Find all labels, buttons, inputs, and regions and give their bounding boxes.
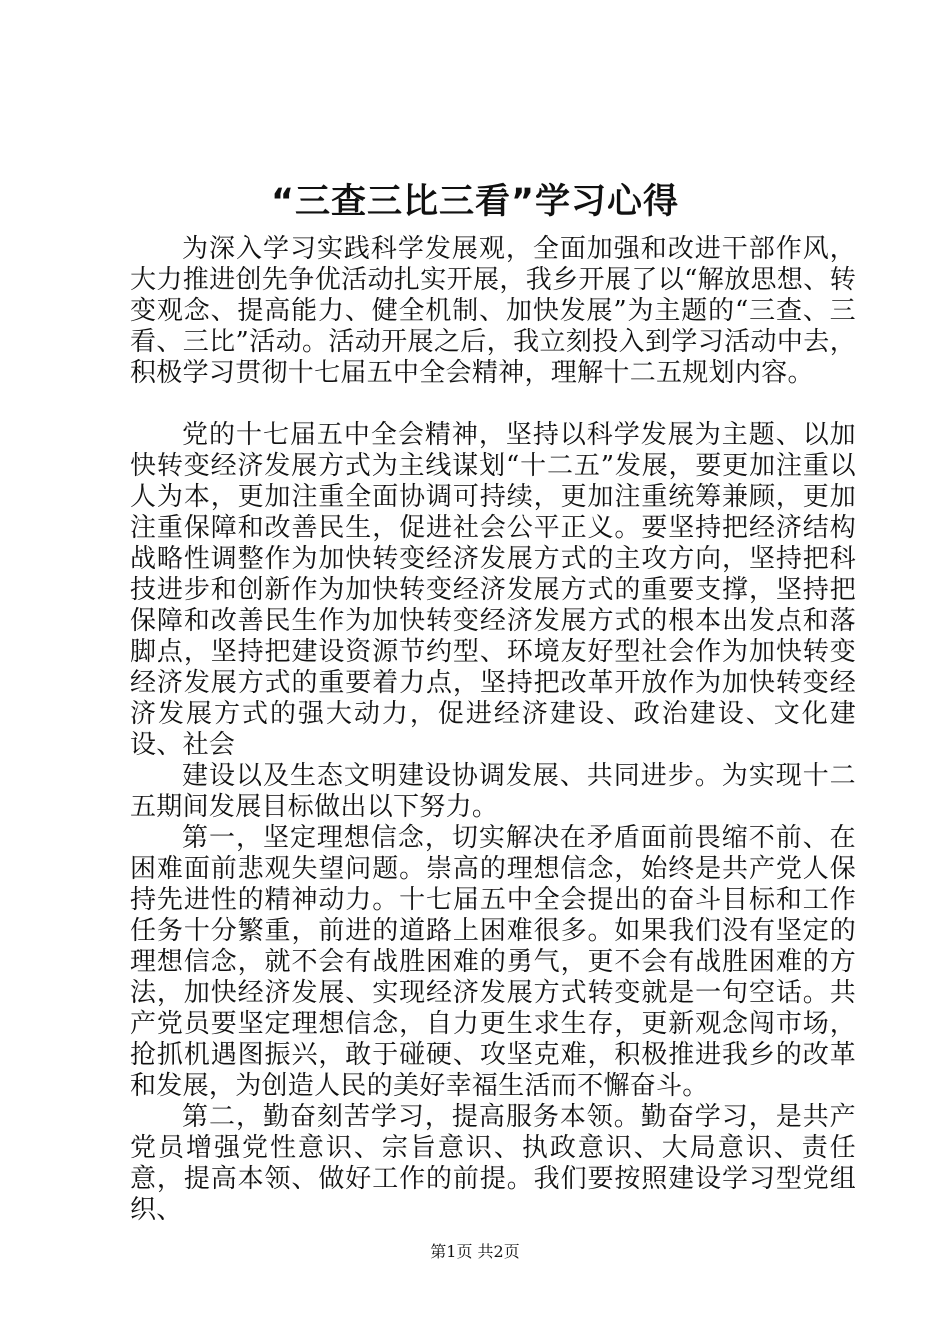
paragraph-plenum-spirit: 党的十七届五中全会精神，坚持以科学发展为主题、以加快转变经济发展方式为主线谋划“十二五”发展，要更加注重以人为本，更加注重全面协调可持续，更加注重统筹兼顾，更加注重保障和改善民生，促进社会公平正义。要坚持把经济结构战略性调整作为加快转变经济发展方式的主攻方向，坚持把科技进步和创新作为加快转变经济发展方式的重要支撑，坚持把保障和改善民生作为加快转变经济发展方式的根本出发点和落脚点，坚持把建设资源节约型、环境友好型社会作为加快转变经济发展方式的重要着力点，坚持把改革开放作为加快转变经济发展方式的强大动力，促进经济建设、政治建设、文化建设、社会 — [130, 420, 856, 760]
paragraph-intro: 为深入学习实践科学发展观，全面加强和改进干部作风，大力推进创先争优活动扎实开展，我乡开展了以“解放思想、转变观念、提高能力、健全机制、加快发展”为主题的“三查、三看、三比”活动。活动开展之后，我立刻投入到学习活动中去，积极学习贯彻十七届五中全会精神，理解十二五规划内容。 — [130, 234, 856, 388]
paragraph-plenum-continued: 建设以及生态文明建设协调发展、共同进步。为实现十二五期间发展目标做出以下努力。 — [130, 761, 856, 822]
page-footer: 第1页 共2页 — [430, 1242, 520, 1261]
document-title: “三查三比三看”学习心得 — [270, 182, 679, 222]
paragraph-second-point: 第二，勤奋刻苦学习，提高服务本领。勤奋学习，是共产党员增强党性意识、宗旨意识、执政意识、大局意识、责任意，提高本领、做好工作的前提。我们要按照建设学习型党组织、 — [130, 1102, 856, 1225]
document-body — [130, 234, 856, 1226]
paragraph-first-point: 第一，坚定理想信念，切实解决在矛盾面前畏缩不前、在困难面前悲观失望问题。崇高的理想信念，始终是共产党人保持先进性的精神动力。十七届五中全会提出的奋斗目标和工作任务十分繁重，前进的道路上困难很多。如果我们没有坚定的理想信念，就不会有战胜困难的勇气，更不会有战胜困难的方法，加快经济发展、实现经济发展方式转变就是一句空话。共产党员要坚定理想信念，自力更生求生存，更新观念闯市场，抢抓机遇图振兴，敢于碰硬、攻坚克难，积极推进我乡的改革和发展，为创造人民的美好幸福生活而不懈奋斗。 — [130, 823, 856, 1101]
